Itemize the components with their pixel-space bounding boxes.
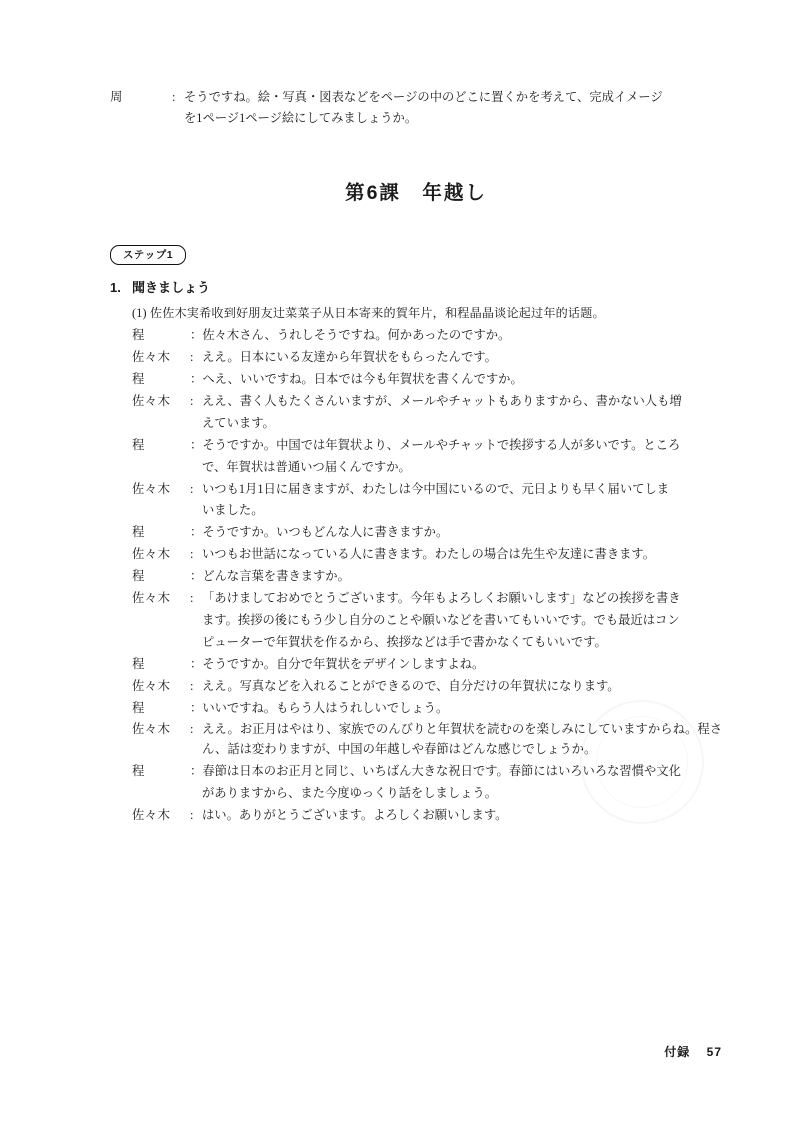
- dialogue-line: へえ、いいですね。日本では今も年賀状を書くんですか。: [202, 371, 523, 386]
- speaker-label: 程: [132, 569, 145, 584]
- speaker-colon: :: [190, 481, 194, 496]
- dialogue-line: どんな言葉を書きますか。: [202, 569, 350, 584]
- dialogue-row: [132, 348, 722, 368]
- speaker-colon: :: [190, 393, 194, 408]
- speaker-colon: ：: [190, 656, 203, 671]
- dialogue-line: ピューターで年賀状を作るから、挨拶などは手で書かなくてもいいです。: [202, 634, 607, 649]
- speaker-label: 佐々木: [132, 350, 171, 365]
- speaker-label: 程: [132, 437, 145, 452]
- step-badge-wrapper: [110, 245, 722, 277]
- dialogue-line: えています。: [202, 415, 275, 430]
- dialogue-row: [132, 370, 722, 390]
- chapter-title: 第6課 年越し: [345, 181, 487, 204]
- dialogue-line: そうですね。絵・写真・図表などをページの中のどこに置くかを考えて、完成イメージ: [184, 90, 663, 104]
- dialogue-row: [132, 458, 722, 478]
- section-body: [110, 304, 722, 826]
- speaker-label: 佐々木: [132, 722, 171, 737]
- speaker-colon: ：: [190, 700, 203, 715]
- section-number: 1.: [110, 279, 121, 295]
- dialogue-row: [132, 545, 722, 565]
- dialogue-row: [132, 523, 722, 543]
- dialogue-row: [132, 567, 722, 587]
- dialogue-row: [132, 677, 722, 697]
- speaker-label: 佐々木: [132, 547, 171, 562]
- speaker-colon: ：: [190, 328, 203, 343]
- page-number: 57: [706, 1045, 722, 1059]
- dialogue-line: いました。: [202, 503, 264, 518]
- dialogue-row: [132, 436, 722, 456]
- speaker-label: 程: [132, 525, 145, 540]
- speaker-colon: :: [190, 678, 194, 693]
- dialogue-line: で、年賀状は普通いつ届くんですか。: [202, 459, 411, 474]
- dialogue-line: はい。ありがとうございます。よろしくお願いします。: [202, 808, 508, 823]
- dialogue-line: そうですか。自分で年賀状をデザインしますよね。: [202, 656, 485, 671]
- dialogue-line: がありますから、また今度ゆっくり話をしましょう。: [202, 786, 498, 801]
- speaker-label: 周: [110, 90, 123, 104]
- dialogue-row: [132, 633, 722, 653]
- speaker-colon: :: [172, 90, 176, 104]
- section-label: 聞きましょう: [132, 279, 211, 295]
- speaker-label: 佐々木: [132, 678, 171, 693]
- section-heading: [110, 277, 722, 296]
- dialogue-row: [132, 762, 722, 782]
- dialogue-line: そうですか。いつもどんな人に書きますか。: [202, 525, 449, 540]
- dialogue-line: ええ、書く人もたくさんいますが、メールやチャットもありますから、書かない人も増: [202, 393, 682, 408]
- dialogue-row: [132, 806, 722, 826]
- dialogue-row: [132, 784, 722, 804]
- speaker-colon: ：: [190, 569, 203, 584]
- speaker-colon: ：: [190, 437, 203, 452]
- dialogue-row: [132, 501, 722, 521]
- dialogue-line: いつも1月1日に届きますが、わたしは今中国にいるので、元日よりも早く届いてしま: [202, 481, 670, 496]
- dialogue-list: [132, 326, 722, 826]
- speaker-label: 程: [132, 656, 145, 671]
- dialogue-row: [110, 88, 722, 108]
- dialogue-line: ええ。写真などを入れることができるので、自分だけの年賀状になります。: [202, 678, 620, 693]
- dialogue-line: 「あけましておめでとうございます。今年もよろしくお願いします」などの挨拶を書き: [202, 591, 681, 606]
- dialogue-row: [132, 589, 722, 609]
- top-dialogue-block: [110, 88, 722, 129]
- speaker-label: 程: [132, 764, 145, 779]
- speaker-label: 程: [132, 700, 145, 715]
- speaker-label: 佐々木: [132, 591, 171, 606]
- dialogue-line: いつもお世話になっている人に書きます。わたしの場合は先生や友達に書きます。: [202, 547, 656, 562]
- dialogue-line: ます。挨拶の後にもう少し自分のことや願いなどを書いてもいいです。でも最近はコン: [202, 612, 680, 627]
- speaker-colon: :: [190, 547, 194, 562]
- dialogue-row: [132, 480, 722, 500]
- speaker-colon: :: [190, 808, 194, 823]
- speaker-label: 佐々木: [132, 481, 171, 496]
- dialogue-line: そうですか。中国では年賀状より、メールやチャットで挨拶する人が多いです。ところ: [202, 437, 681, 452]
- dialogue-row: [132, 720, 722, 760]
- dialogue-line: 佐々木さん、うれしそうですね。何かあったのですか。: [202, 328, 511, 343]
- speaker-colon: :: [190, 591, 194, 606]
- page-footer: [664, 1043, 722, 1060]
- dialogue-row: [132, 326, 722, 346]
- step-badge: ステップ1: [110, 245, 186, 265]
- dialogue-line: ええ。お正月はやはり、家族でのんびりと年賀状を読むのを楽しみにしていますからね。程さん、話は変わりますが、中国の年越しや春節はどんな感じでしょうか。: [202, 722, 722, 757]
- speaker-colon: ：: [190, 525, 203, 540]
- dialogue-row: [132, 699, 722, 719]
- footer-label: 付録: [664, 1045, 691, 1059]
- speaker-colon: :: [190, 722, 194, 737]
- dialogue-row: [132, 611, 722, 631]
- dialogue-line: いいですね。もらう人はうれしいでしょう。: [202, 700, 449, 715]
- speaker-colon: ：: [190, 371, 203, 386]
- speaker-label: 程: [132, 371, 145, 386]
- dialogue-line: を1ページ1ページ絵にしてみましょうか。: [184, 110, 418, 125]
- dialogue-row: [132, 392, 722, 412]
- dialogue-line: 春節は日本のお正月と同じ、いちばん大きな祝日です。春節にはいろいろな習慣や文化: [202, 764, 681, 779]
- dialogue-line: ええ。日本にいる友達から年賀状をもらったんです。: [202, 350, 497, 365]
- section-lead: (1) 佐佐木実希收到好朋友辻菜菜子从日本寄来的賀年片，和程晶晶谈论起过年的话题。: [132, 305, 605, 320]
- dialogue-row: [132, 414, 722, 434]
- speaker-label: 程: [132, 328, 145, 343]
- dialogue-row: [110, 109, 722, 129]
- speaker-colon: ：: [190, 764, 203, 779]
- speaker-label: 佐々木: [132, 808, 171, 823]
- speaker-label: 佐々木: [132, 393, 171, 408]
- speaker-colon: :: [190, 350, 194, 365]
- dialogue-row: [132, 655, 722, 675]
